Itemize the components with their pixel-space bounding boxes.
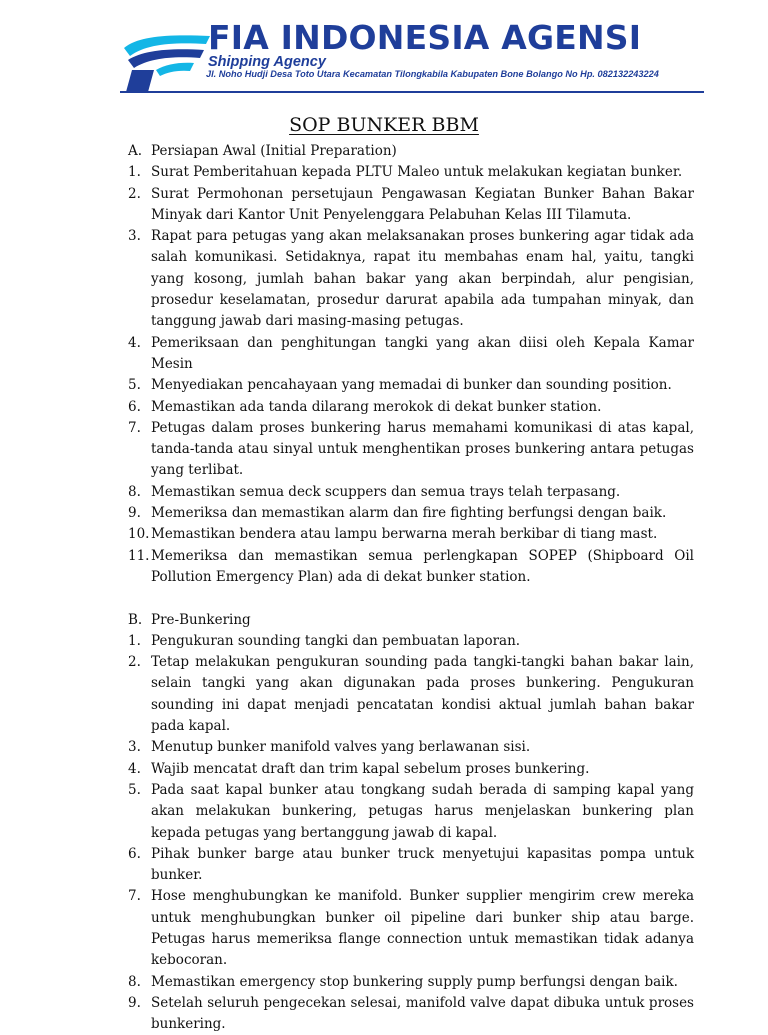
- list-item: [128, 652, 694, 737]
- list-item-text: Pemeriksaan dan penghitungan tangki yang akan diisi oleh Kepala Kamar Mesin: [151, 334, 694, 372]
- list-item: [128, 226, 694, 332]
- list-item-text: Memeriksa dan memastikan semua perlengkapan SOPEP (Shipboard Oil Pollution Emergency Plan) ada di dekat bunker station.: [151, 547, 694, 585]
- list-item-number: 2.: [128, 654, 141, 671]
- list-item-number: 1.: [128, 164, 141, 181]
- list-item-number: 6.: [128, 845, 141, 862]
- list-item-number: 3.: [128, 228, 141, 245]
- list-item: [128, 759, 694, 780]
- list-item-text: Tetap melakukan pengukuran sounding pada tangki-tangki bahan bakar lain, selain tangki yang akan digunakan pada proses bunkering. Pengukuran sounding ini dapat menjadi pencatatan kondisi aktual jumlah bahan bakar pada kapal.: [151, 654, 694, 735]
- list-item: [128, 780, 694, 844]
- letterhead: [110, 16, 705, 94]
- list-item-number: 10.: [128, 526, 150, 543]
- list-item-number: 4.: [128, 760, 141, 777]
- list-item: [128, 972, 694, 993]
- list-item: [128, 737, 694, 758]
- list-item-text: Petugas dalam proses bunkering harus memahami komunikasi di atas kapal, tanda-tanda atau sinyal untuk menghentikan proses bunkering antara petugas yang terlibat.: [151, 419, 694, 479]
- list-item-number: 8.: [128, 483, 141, 500]
- list-item-text: Setelah seluruh pengecekan selesai, manifold valve dapat dibuka untuk proses bunkering.: [151, 994, 694, 1033]
- list-item: [128, 418, 694, 482]
- list-item-text: Pihak bunker barge atau bunker truck menyetujui kapasitas pompa untuk bunker.: [151, 845, 694, 884]
- list-item-text: Menutup bunker manifold valves yang berlawanan sisi.: [151, 739, 531, 756]
- section-title: Pre-Bunkering: [151, 611, 251, 628]
- list-item-text: Menyediakan pencahayaan yang memadai di bunker dan sounding position.: [151, 377, 672, 394]
- list-item: [128, 503, 694, 524]
- list-section-a: [128, 162, 694, 588]
- list-item-text: Memastikan semua deck scuppers dan semua trays telah terpasang.: [151, 483, 621, 500]
- list-item-text: Memastikan emergency stop bunkering supply pump berfungsi dengan baik.: [151, 973, 678, 990]
- list-item-text: Rapat para petugas yang akan melaksanakan proses bunkering agar tidak ada salah komunikasi. Setidaknya, rapat itu membahas enam hal, yaitu, tangki yang kosong, jumlah bahan bakar yang akan berpindah, alur pengisian, prosedur keselamatan, prosedur darurat apabila ada tumpahan minyak, dan tanggung jawab dari masing-masing petugas.: [151, 228, 694, 330]
- fia-logo-icon: [118, 26, 214, 96]
- list-item-number: 5.: [128, 781, 141, 798]
- list-item-number: 8.: [128, 973, 141, 990]
- list-item-number: 1.: [128, 632, 141, 649]
- list-item-number: 4.: [128, 334, 141, 351]
- company-name: FIA INDONESIA AGENSI: [208, 18, 642, 57]
- list-item-number: 6.: [128, 398, 141, 415]
- list-item-text: Surat Permohonan persetujaun Pengawasan Kegiatan Bunker Bahan Bakar Minyak dari Kantor Unit Penyelenggara Pelabuhan Kelas III Tilamuta.: [151, 185, 694, 223]
- document-title: SOP BUNKER BBM: [289, 114, 479, 136]
- list-item: [128, 397, 694, 418]
- list-item-number: 5.: [128, 377, 141, 394]
- list-item-number: 3.: [128, 739, 141, 756]
- list-item-text: Memastikan bendera atau lampu berwarna merah berkibar di tiang mast.: [151, 526, 658, 543]
- list-item: [128, 184, 694, 227]
- list-item-text: Memeriksa dan memastikan alarm dan fire fighting berfungsi dengan baik.: [151, 505, 667, 522]
- list-section-b: [128, 631, 694, 1035]
- list-item-number: 7.: [128, 888, 141, 905]
- section-heading: [128, 141, 694, 162]
- list-item: [128, 844, 694, 887]
- list-item: [128, 886, 694, 971]
- list-item-text: Memastikan ada tanda dilarang merokok di dekat bunker station.: [151, 398, 602, 415]
- section-letter: A.: [128, 143, 143, 159]
- section-heading: [128, 610, 694, 631]
- list-item: [128, 482, 694, 503]
- list-item-number: 7.: [128, 419, 141, 436]
- company-subtitle: Shipping Agency: [208, 54, 326, 70]
- document-body: [128, 141, 694, 1035]
- list-item-text: Pengukuran sounding tangki dan pembuatan laporan.: [151, 632, 521, 649]
- section-letter: B.: [128, 611, 143, 628]
- list-item: [128, 162, 694, 183]
- list-item: [128, 993, 694, 1035]
- header-divider: [120, 91, 704, 93]
- list-item-text: Hose menghubungkan ke manifold. Bunker supplier mengirim crew mereka untuk menghubungkan bunker oil pipeline dari bunker ship atau barge. Petugas harus memeriksa flange connection untuk memastikan tidak adanya kebocoran.: [151, 888, 694, 969]
- list-item-number: 9.: [128, 994, 141, 1011]
- list-item: [128, 375, 694, 396]
- list-item: [128, 631, 694, 652]
- list-item: [128, 524, 694, 545]
- company-address: Jl. Noho Hudji Desa Toto Utara Kecamatan Tilongkabila Kabupaten Bone Bolango No Hp. 082132243224: [206, 69, 659, 79]
- list-item-number: 9.: [128, 505, 141, 522]
- list-item-number: 2.: [128, 185, 141, 202]
- spacer: [128, 588, 694, 609]
- section-title: Persiapan Awal (Initial Preparation): [151, 143, 397, 159]
- list-item-text: Pada saat kapal bunker atau tongkang sudah berada di samping kapal yang akan melakukan bunkering, petugas harus menjelaskan bunkering plan kepada petugas yang bertanggung jawab di kapal.: [151, 781, 694, 841]
- list-item: [128, 546, 694, 589]
- list-item: [128, 333, 694, 376]
- list-item-number: 11.: [128, 547, 150, 564]
- list-item-text: Wajib mencatat draft dan trim kapal sebelum proses bunkering.: [151, 760, 590, 777]
- list-item-text: Surat Pemberitahuan kepada PLTU Maleo untuk melakukan kegiatan bunker.: [151, 164, 683, 181]
